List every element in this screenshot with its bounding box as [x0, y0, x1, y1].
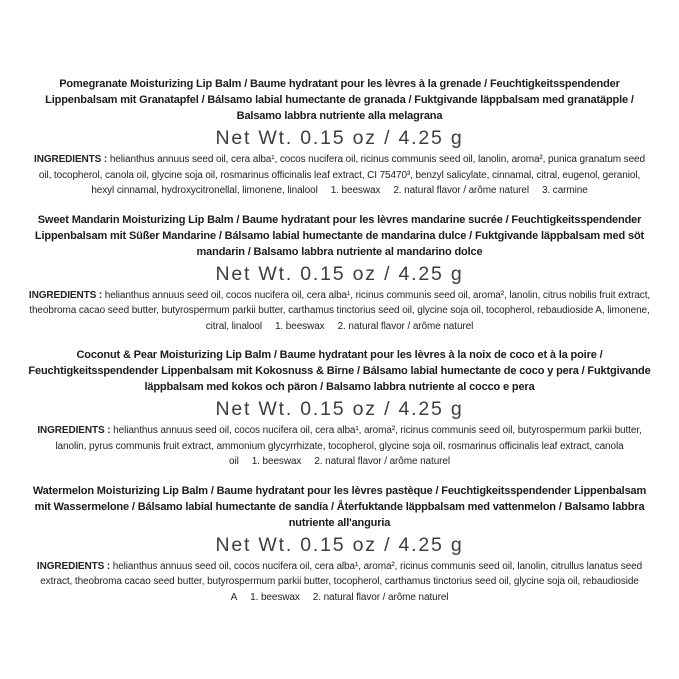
footnote: 1. beeswax [330, 185, 381, 196]
product-section-coconut-pear [28, 347, 651, 470]
ingredients-list: helianthus annuus seed oil, cocos nucifera oil, cera alba¹, aroma², ricinus communis seed oil, butyrospermum parkii butter, lanolin, pyrus communis fruit extract, ammonium glycyrrhizate, tocopherol, glycine soja oil, rosmarinus officinalis leaf extract, canola oil [55, 425, 642, 467]
ingredients-paragraph [28, 152, 651, 199]
ingredients-label: INGREDIENTS : [36, 560, 111, 572]
net-weight: Net Wt. 0.15 oz / 4.25 g [215, 398, 464, 420]
footnote: 2. natural flavor / arôme naturel [314, 456, 450, 467]
ingredients-label: INGREDIENTS : [28, 289, 103, 301]
ingredients-list: helianthus annuus seed oil, cocos nucifera oil, cera alba¹, ricinus communis seed oil, aroma², lanolin, citrus nobilis fruit extract, theobroma cacao seed butter, butyrospermum parkii butter, carthamus tinctorius seed oil, glycine soja oil, tocopherol, rebaudioside A, limonene, citral, linalool [29, 289, 651, 332]
ingredients-list: helianthus annuus seed oil, cera alba¹, cocos nucifera oil, ricinus communis seed oil, lanolin, aroma², punica granatum seed oil, tocopherol, canola oil, glycine soja oil, rosmarinus officinalis leaf extract, CI 75470³, benzyl salicylate, cinnamal, citral, eugenol, geraniol, hexyl cinnamal, hydroxycitronellal, limonene, linalool [38, 154, 645, 196]
ingredients-list: helianthus annuus seed oil, cocos nucifera oil, cera alba¹, aroma², ricinus communis seed oil, lanolin, citrullus lanatus seed extract, theobroma cacao seed butter, butyrospermum parkii butter, tocopherol, carthamus tinctorius seed oil, glycine soja oil, rebaudioside A [40, 560, 643, 603]
product-title: Pomegranate Moisturizing Lip Balm / Baume hydratant pour les lèvres à la grenade / Feuchtigkeitsspendender Lippenbalsam mit Granatapfel / Bálsamo labial humectante de granada / Fuktgivande läppbalsam med granatäpple / Balsamo labbra nutriente alla melagrana [45, 78, 634, 122]
footnote: 2. natural flavor / arôme naturel [337, 320, 474, 332]
ingredients-paragraph [28, 288, 651, 335]
footnote: 1. beeswax [274, 320, 325, 332]
ingredients-paragraph [28, 559, 651, 606]
ingredients-label: INGREDIENTS : [37, 425, 111, 436]
net-weight: Net Wt. 0.15 oz / 4.25 g [215, 262, 464, 285]
net-weight: Net Wt. 0.15 oz / 4.25 g [215, 127, 464, 149]
footnote: 2. natural flavor / arôme naturel [312, 591, 449, 603]
ingredients-label: INGREDIENTS : [34, 154, 108, 165]
product-title: Watermelon Moisturizing Lip Balm / Baume hydratant pour les lèvres pastèque / Feuchtigkeitsspendender Lippenbalsam mit Wassermelone / Bálsamo labial humectante de sandía / Återfuktande läppbalsam med vattenmelon / Balsamo labbra nutriente all'anguria [32, 484, 647, 529]
footnote: 2. natural flavor / arôme naturel [393, 185, 529, 196]
product-title: Coconut & Pear Moisturizing Lip Balm / Baume hydratant pour les lèvres à la noix de coco et à la poire / Feuchtigkeitsspendender Lippenbalsam mit Kokosnuss & Birne / Bálsamo labial humectante de coco y pera / Fuktgivande läppbalsam med kokos och päron / Balsamo labbra nutriente al cocco e pera [28, 349, 651, 393]
product-section-watermelon [28, 483, 651, 606]
footnote: 1. beeswax [250, 591, 300, 603]
product-section-sweet-mandarin [28, 212, 651, 335]
product-section-pomegranate [28, 76, 651, 199]
product-title: Sweet Mandarin Moisturizing Lip Balm / Baume hydratant pour les lèvres mandarine sucrée / Feuchtigkeitsspendender Lippenbalsam mit Süßer Mandarine / Bálsamo labial humectante de mandarina dulce / Fuktgivande läppbalsam med söt mandarin / Balsamo labbra nutriente al mandarino dolce [34, 213, 645, 258]
ingredients-paragraph [28, 423, 651, 470]
footnote: 3. carmine [541, 185, 588, 196]
footnote: 1. beeswax [251, 456, 302, 467]
net-weight: Net Wt. 0.15 oz / 4.25 g [215, 533, 464, 556]
